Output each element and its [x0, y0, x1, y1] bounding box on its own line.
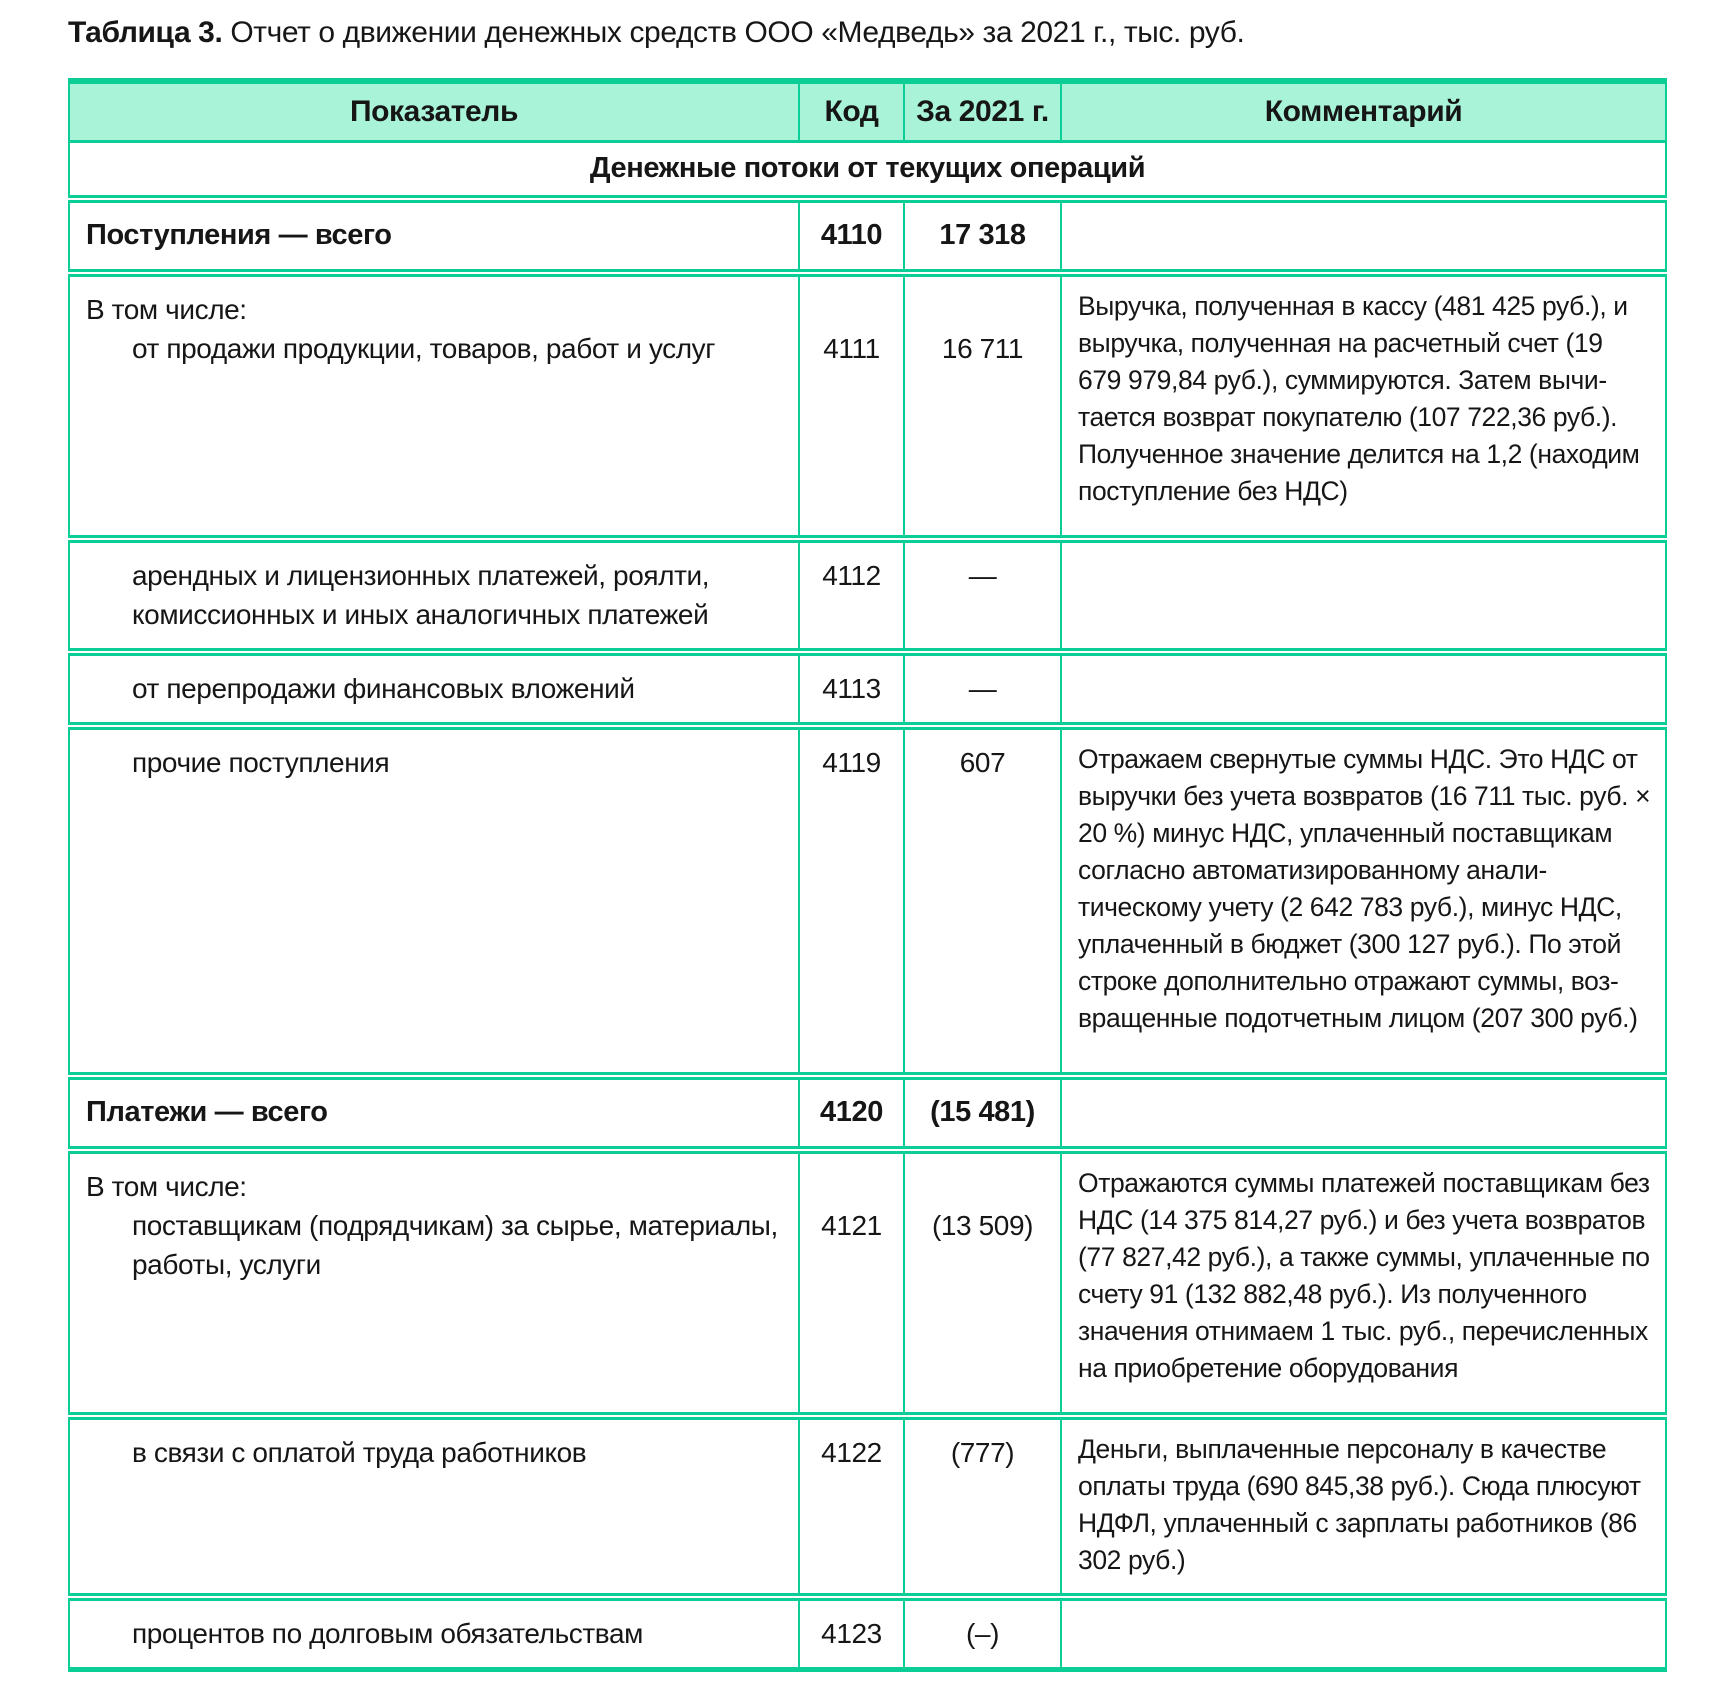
table-row: [69, 726, 1666, 1076]
table-row: [69, 1597, 1666, 1670]
column-header-indicator: Показатель: [69, 81, 799, 141]
value-cell: (13 509): [904, 1150, 1061, 1416]
table-row: [69, 539, 1666, 652]
comment-cell: Отражаем свернутые суммы НДС. Это НДС от выручки без учета возвратов (16 711 тыс. руб. × 20 %) минус НДС, уплаченный поставщикам согласно автоматизированному аналитическому учету (2 642 783 руб.), минус НДС, уплаченный в бюджет (300 127 руб.). По этой строке дополнительно отражают суммы, возвращенные подотчетным лицом (207 300 руб.): [1061, 726, 1666, 1076]
comment-cell: [1061, 1597, 1666, 1670]
table-row: [69, 199, 1666, 273]
header-row: [69, 81, 1666, 141]
indicator-cell: [69, 1597, 799, 1670]
column-header-period: За 2021 г.: [904, 81, 1061, 141]
indicator-label: в связи с оплатой труда работников: [132, 1437, 587, 1468]
value-cell: (777): [904, 1416, 1061, 1597]
section-row: [69, 141, 1666, 199]
value-cell: (15 481): [904, 1076, 1061, 1150]
code-cell: 4111: [799, 273, 904, 539]
indicator-label: процентов по долговым обязательствам: [132, 1618, 643, 1649]
indicator-cell: [69, 1076, 799, 1150]
code-cell: 4119: [799, 726, 904, 1076]
value-cell: 16 711: [904, 273, 1061, 539]
table-caption-text: Отчет о движении денежных средств ООО «Медведь» за 2021 г., тыс. руб.: [230, 16, 1245, 49]
value-cell: 607: [904, 726, 1061, 1076]
section-title: Денежные потоки от текущих операций: [589, 152, 1146, 185]
indicator-label: поставщикам (подрядчикам) за сырье, материалы, работы, услуги: [132, 1210, 778, 1280]
table-row: [69, 273, 1666, 539]
comment-cell: [1061, 539, 1666, 652]
value-cell: —: [904, 652, 1061, 726]
code-cell: 4123: [799, 1597, 904, 1670]
indicator-cell: [69, 199, 799, 273]
table-row: [69, 652, 1666, 726]
indicator-cell: [69, 273, 799, 539]
comment-cell: [1061, 652, 1666, 726]
indicator-cell: [69, 652, 799, 726]
table-row: [69, 1076, 1666, 1150]
cash-flow-table: [68, 78, 1667, 1672]
value-cell: 17 318: [904, 199, 1061, 273]
table-caption-label: Таблица 3.: [68, 16, 223, 49]
indicator-prefix: В том числе:: [86, 294, 247, 325]
value-cell: —: [904, 539, 1061, 652]
comment-cell: Отражаются суммы платежей поставщикам без НДС (14 375 814,27 руб.) и без учета возвратов (77 827,42 руб.), а также суммы, уплаченные по счету 91 (132 882,48 руб.). Из полученного значения отнимаем 1 тыс. руб., перечисленных на приобретение оборудования: [1061, 1150, 1666, 1416]
code-cell: 4121: [799, 1150, 904, 1416]
code-cell: 4113: [799, 652, 904, 726]
code-cell: 4122: [799, 1416, 904, 1597]
code-cell: 4110: [799, 199, 904, 273]
table-row: [69, 1416, 1666, 1597]
indicator-prefix: В том числе:: [86, 1171, 247, 1202]
indicator-cell: [69, 726, 799, 1076]
indicator-label: прочие поступления: [132, 747, 390, 778]
indicator-total-label: Платежи — всего: [86, 1096, 328, 1128]
comment-cell: Выручка, полученная в кассу (481 425 руб.), и выручка, полученная на расчетный счет (19 679 979,84 руб.), суммируются. Затем вычитается возврат покупателю (107 722,36 руб.). Полученное значение делится на 1,2 (находим поступление без НДС): [1061, 273, 1666, 539]
table-caption: [68, 14, 1665, 52]
comment-cell: [1061, 1076, 1666, 1150]
column-header-comment: Комментарий: [1061, 81, 1666, 141]
comment-cell: [1061, 199, 1666, 273]
indicator-label: от перепродажи финансовых вложений: [132, 673, 635, 704]
indicator-cell: [69, 539, 799, 652]
indicator-total-label: Поступления — всего: [86, 219, 392, 251]
table-row: [69, 1150, 1666, 1416]
indicator-label: от продажи продукции, товаров, работ и услуг: [132, 333, 716, 364]
value-cell: (–): [904, 1597, 1061, 1670]
indicator-cell: [69, 1150, 799, 1416]
code-cell: 4120: [799, 1076, 904, 1150]
indicator-cell: [69, 1416, 799, 1597]
indicator-label: арендных и лицензионных платежей, роялти, комиссионных и иных аналогичных платежей: [132, 560, 710, 630]
column-header-code: Код: [799, 81, 904, 141]
comment-cell: Деньги, выплаченные персоналу в качестве оплаты труда (690 845,38 руб.). Сюда плюсуют НДФЛ, уплаченный с зарплаты работников (86 302 руб.): [1061, 1416, 1666, 1597]
code-cell: 4112: [799, 539, 904, 652]
